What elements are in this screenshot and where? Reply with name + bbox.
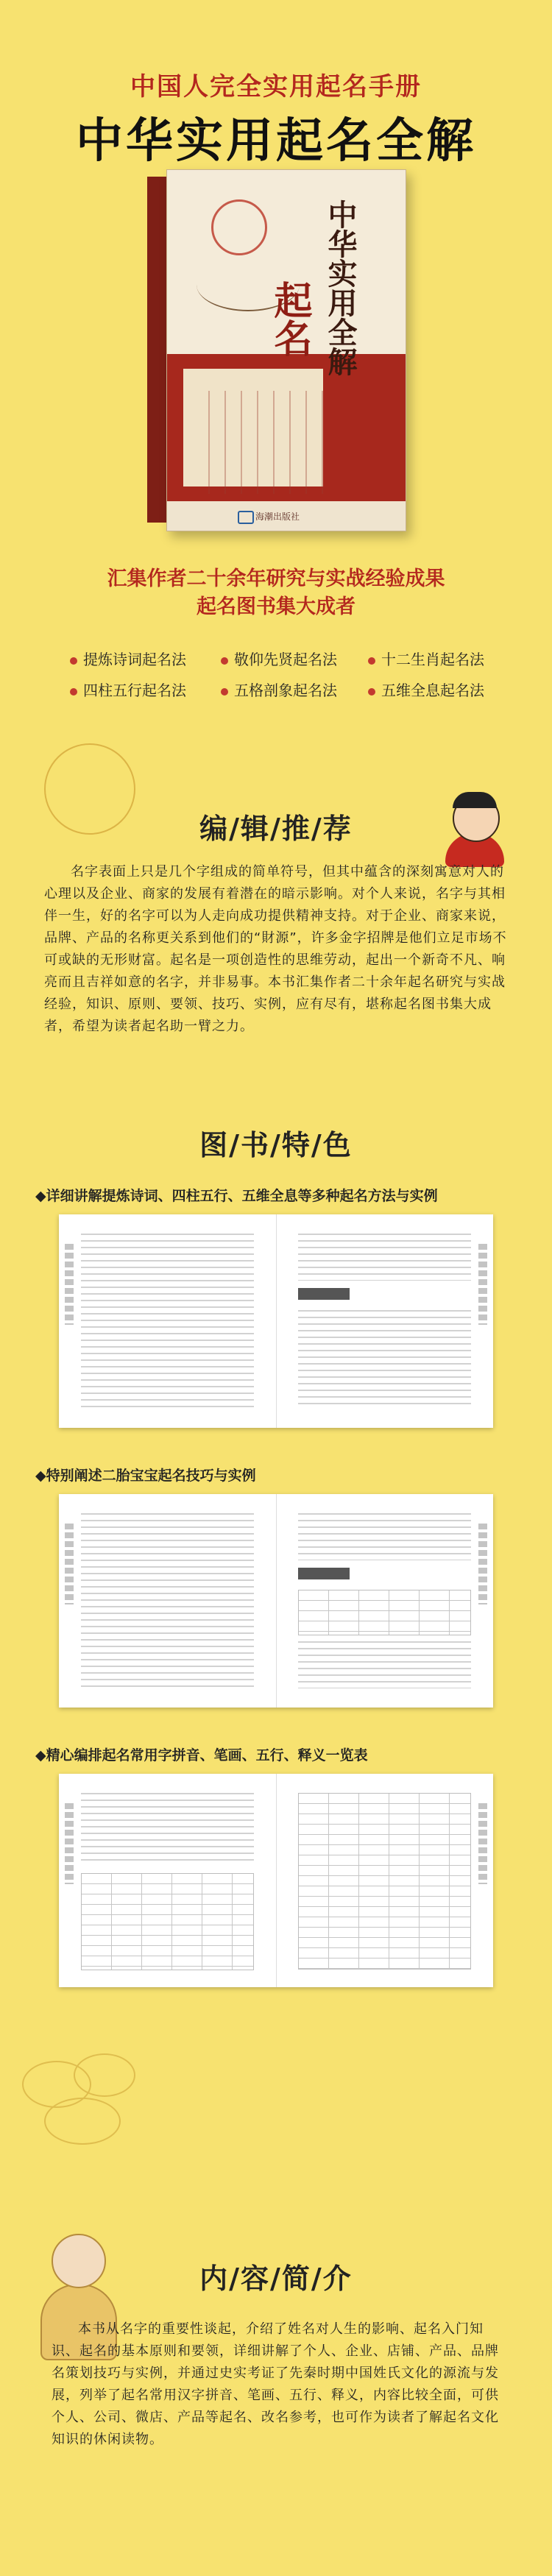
cover-title-side: 中华实用全解 (323, 199, 358, 376)
bullet-icon (70, 657, 77, 665)
running-head (65, 1524, 74, 1604)
section-heading-features: 图/书/特/色 (199, 1129, 353, 1161)
sun-ornament (211, 199, 267, 255)
sample-page-left (59, 1774, 277, 1987)
section-heading-recommend: 编/辑/推/荐 (199, 813, 353, 845)
method-label: 提炼诗词起名法 (83, 651, 186, 668)
recommend-text: 名字表面上只是几个字组成的简单符号，但其中蕴含的深刻寓意对人的心理以及企业、商家的发展有着潜在的暗示影响。对个人来说，名字与其相伴一生，好的名字可以为人走向成功提供精神支持。对于企业、商家来说，品牌、产品的名称更关系到他们的“財源”，许多金字招牌是他们立足市场不可或缺的无形财富。起名是一项创造性的思维劳动，起出一个新奇不凡、响亮而且吉祥如意的名字，并非易事。本书汇集作者二十余年起名研究与实战经验，知识、原则、要领、技巧、实例，应有尽有，堪称起名图书集大成者，希望为读者起名助一臂之力。 (44, 864, 507, 1034)
cover-title-main: 起名 (267, 280, 312, 357)
page-section-head (298, 1568, 350, 1579)
tree-leaf (74, 2053, 135, 2097)
book-front (166, 169, 406, 531)
sample-page-left (59, 1494, 277, 1708)
method-label: 十二生肖起名法 (381, 651, 484, 668)
method-item (70, 679, 186, 700)
running-head (65, 1803, 74, 1884)
method-item (221, 648, 337, 669)
cover-publisher: 海潮出版社 (255, 512, 300, 522)
page-text-block (298, 1234, 471, 1281)
bullet-icon (70, 688, 77, 696)
publisher-logo-icon (238, 511, 254, 524)
section-heading-contents: 内/容/简/介 (199, 2262, 353, 2295)
sample-page-right (276, 1214, 493, 1428)
sample-page-right (276, 1494, 493, 1708)
running-head (478, 1524, 487, 1604)
contents-text: 本书从名字的重要性谈起，介绍了姓名对人生的影响、起名入门知识、起名的基本原则和要领，详细讲解了个人、企业、店铺、产品、品牌名策划技巧与实例，并通过史实考证了先秦时期中国姓氏文化的源流与发展，列举了起名常用汉字拼音、笔画、五行、释义，内容比较全面，可供个人、公司、微店、产品等起名、改名参考，也可作为读者了解起名文化知识的休闲读物。 (52, 2321, 499, 2447)
tree-ornament (0, 2046, 191, 2237)
sample-spread-1 (59, 1214, 493, 1428)
tree-leaf (44, 2098, 121, 2145)
character-table (81, 1873, 254, 1970)
sample-spread-3 (59, 1774, 493, 1987)
method-label: 五格剖象起名法 (234, 682, 337, 699)
running-head (478, 1803, 487, 1884)
page-text-block (298, 1310, 471, 1409)
bullet-icon (221, 688, 228, 696)
page-text-block (298, 1513, 471, 1560)
method-label: 敬仰先贤起名法 (234, 651, 337, 668)
character-table (298, 1793, 471, 1970)
book-subtitle: 中国人完全实用起名手册 (130, 72, 422, 102)
sample-spread-2 (59, 1494, 493, 1708)
page-text-block (81, 1513, 254, 1688)
slogan-line-2: 起名图书集大成者 (197, 595, 355, 618)
method-item (221, 679, 337, 700)
method-label: 四柱五行起名法 (83, 682, 186, 699)
bullet-icon (368, 657, 375, 665)
page-text-block (81, 1793, 254, 1862)
page-text-block (81, 1234, 254, 1409)
page-section-head (298, 1288, 350, 1300)
method-item (368, 679, 484, 700)
bullet-icon (368, 688, 375, 696)
book-spine (147, 177, 166, 523)
book-title: 中华实用起名全解 (76, 114, 476, 169)
feature-caption-2: ◆特别阐述二胎宝宝起名技巧与实例 (35, 1468, 256, 1484)
sample-page-right (276, 1774, 493, 1987)
feature-caption-3: ◆精心编排起名常用字拼音、笔画、五行、释义一览表 (35, 1747, 368, 1763)
page-table (298, 1590, 471, 1635)
method-item (70, 648, 186, 669)
feature-caption-1: ◆详细讲解提炼诗词、四柱五行、五维全息等多种起名方法与实例 (35, 1188, 438, 1204)
page-text-block (298, 1641, 471, 1688)
method-label: 五维全息起名法 (381, 682, 484, 699)
running-head (478, 1244, 487, 1325)
running-head (65, 1244, 74, 1325)
sample-page-left (59, 1214, 277, 1428)
book-cover-image (147, 169, 405, 530)
method-item (368, 648, 484, 669)
bullet-icon (221, 657, 228, 665)
slogan-line-1: 汇集作者二十余年研究与实战经验成果 (107, 567, 445, 590)
